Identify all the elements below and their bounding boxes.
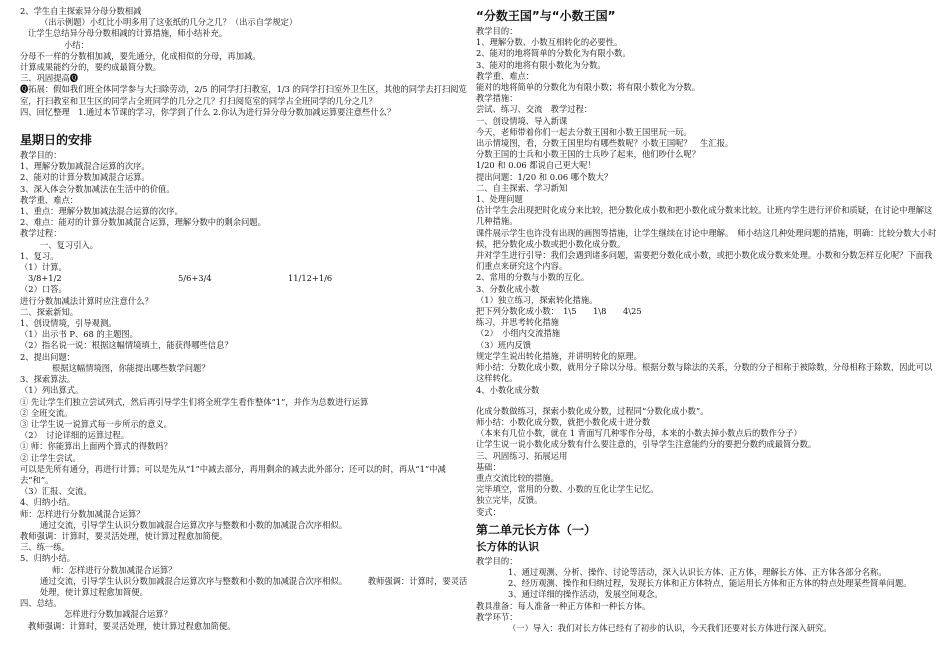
section-title: “分数王国”与“小数王国” (476, 9, 616, 23)
text-line: 教师强调：计算时，要灵活处理，使计算过程愈加简便。 (20, 530, 228, 541)
text-line: （3）班内反馈 (476, 339, 532, 350)
text-line: 1、重点：理解分数加减法混合运算的次序。 (20, 206, 183, 217)
text-line: 练习，并思考转化措施 (476, 317, 559, 328)
expression: 11/12+1/6 (288, 273, 333, 284)
text-line: 教学过程： (20, 228, 62, 239)
text-line: 分母不一样的分数相加减，要先通分，化成相似的分母，再加减。 (20, 50, 261, 61)
text-line: 3、通过详细的操作活动，发展空间观念。 (508, 589, 663, 600)
text-line: 3、能对的地将有限小数化为分数。 (476, 59, 606, 70)
text-line: 提出问题：1/20 和 0.06 哪个数大？ (476, 171, 613, 182)
text-line: 完毕填空，常用的分数、小数的互化让学生记忆。 (476, 484, 659, 495)
text-paragraph: 课件展示学生也许没有出现的画图等措施，让学生继续在讨论中理解。 师小结这几种处理问题的措施，明确：比较分数大小时候，把分数化成小数或把小数化成分数。 (476, 227, 937, 249)
text-line: （3）汇报、交流。 (20, 486, 92, 497)
text-line: 2、常用的分数与小数的互化。 (476, 272, 590, 283)
text-line: ② 让学生尝试。 (20, 452, 81, 463)
text-line: 3、深入体会分数加减法在生活中的价值。 (20, 183, 175, 194)
text-paragraph: 师小结：分数化成小数，就用分子除以分母。根据分数与除法的关系，分数的分子相称于被除数，分母相称于除数，因此可以这样转化。 (476, 362, 933, 384)
text-line: （2） 小组内交流措施 (476, 328, 561, 339)
text-line: 根据这幅情境图，你能提出哪些数学问题？ (52, 362, 210, 373)
text-paragraph: 并对学生进行引导：我们会遇到诸多问题，需要把分数化成小数，或把小数化成分数来处理。小数和分数怎样互化呢？下面我们重点来研究这个内容。 (476, 250, 933, 272)
text-line: 化成分数做练习，探索小数化成分数，过程同“分数化成小数”。 (476, 405, 709, 416)
text-line: 2、学生自主探索异分母分数相减 (20, 6, 142, 16)
text-line: ③ 让学生说一说算式每一步所示的意义。 (20, 418, 172, 429)
text-line: 1/20 和 0.06 都说自己更大呢！ (476, 160, 596, 171)
text-line: 一、创设情境、导入新课 (476, 115, 568, 126)
text-line: （1）出示书 P、68 的主题图。 (20, 329, 138, 340)
text-line: 把下列分数化成小数： 1\5 1\8 4\25 (476, 306, 642, 317)
left-column (20, 6, 472, 632)
text-paragraph: 2、经历观测、操作和归纳过程，发现长方体和正方体特点，能运用长方体和正方体的特点处理某些简单问题。 (508, 578, 912, 589)
text-line: 3、探索算法。 (20, 374, 76, 385)
text-line: 教学措施： (476, 93, 518, 104)
text-line: ① 先让学生们独立尝试列式，然后再引导学生们将全班学生看作整体“1”，并作为总数进行运算 (20, 396, 369, 407)
text-paragraph: 1、通过观测、分析、操作、讨论等活动，深入认识长方体、正方体，理解长方体、正方体各部分名称。 (508, 566, 887, 577)
text-line: 教学目的： (20, 150, 62, 161)
text-line: 让学生说一说小数化成分数有什么要注意的，引导学生注意能约分的要把分数约成最简分数。 (476, 439, 817, 450)
text-line: 5、归纳小结。 (20, 553, 76, 564)
text-line: 三、练一练。 (20, 542, 70, 553)
text-line: 二、探索新知。 (20, 306, 79, 317)
text-line: 四、回忆整理 1.通过本节课的学习，你学到了什么 2.你认为进行异分母分数加减运算要注意些什么？ (20, 106, 396, 117)
text-line: 教学重、难点： (476, 70, 535, 81)
text-line: 4、小数化成分数 (476, 384, 540, 395)
text-line: 4、归纳小结。 (20, 497, 76, 508)
text-paragraph: 估计学生会出现把时化成分来比较，把分数化成小数和把小数化成分数来比较。让班内学生进行评价和质疑，在讨论中理解这几种措施。 (476, 205, 933, 227)
text-line: 一、复习引入。 (40, 239, 99, 250)
text-line: 教学目的： (476, 26, 518, 36)
text-line: 尝试、练习、交流 教学过程： (476, 104, 593, 115)
text-line: 1、理解分数加减混合运算的次序。 (20, 161, 150, 172)
text-line: 进行分数加减法计算时应注意什么？ (20, 295, 153, 306)
text-line: （1）计算。 (20, 262, 67, 273)
text-line: 教具准备：每人准备一种正方体和一种长方体。 (476, 600, 651, 611)
text-line: 师：怎样进行分数加减混合运算？ (20, 508, 145, 519)
text-line: 计算成果能约分的，要约成最简分数。 (20, 62, 162, 73)
section-title: 星期日的安排 (20, 133, 93, 148)
text-line: 今天，老师带着你们一起去分数王国和小数王国里玩一玩。 (476, 126, 692, 137)
text-line: （1）列出算式。 (20, 385, 84, 396)
unit-title: 第二单元长方体（一） (476, 522, 597, 537)
text-line: 二、自主探索、学习新知 (476, 182, 568, 193)
text-line: 1、创设情境，引导观测。 (20, 318, 117, 329)
text-line: 怎样进行分数加减混合运算？ (64, 609, 172, 620)
text-line: （本来有几位小数，就在 1 背面写几种零作分母，本来的小数去掉小数点后的数作分子） (476, 428, 802, 439)
text-line: 教师强调：计算时，要灵活处理，使计算过程愈加简便。 (28, 620, 236, 631)
text-line: 小结： (64, 39, 89, 50)
text-line: 分数王国的士兵和小数王国的士兵吵了起来，他们吵什么呢？ (476, 149, 701, 160)
text-line: （2）口答。 (20, 284, 67, 295)
text-line: 出示情境图，看，分数王国里均有哪些数呢？小数王国呢？ 生汇报。 (476, 138, 734, 149)
text-line: 三、巩固提高🅠 (20, 73, 79, 84)
lesson-title: 长方体的认识 (476, 540, 539, 553)
text-line: （出示例题）小红比小明多用了这张纸的几分之几？（出示自学规定） (40, 17, 298, 28)
text-paragraph: 通过交流，引导学生认识分数加减混合运算次序与整数和小数的加减混合次序相似。 教师强调：计算时，要灵活处理，使计算过程愈加简便。 (40, 575, 468, 597)
text-line: ① 师：你能算出上面两个算式的得数吗？ (20, 441, 172, 452)
text-line: 通过交流，引导学生认识分数加减混合运算次序与整数和小数的加减混合次序相似。 (40, 519, 347, 530)
text-line: 师：怎样进行分数加减混合运算？ (52, 564, 177, 575)
text-line: 三、巩固练习、拓展运用 (476, 450, 568, 461)
text-line: 2、能对的计算分数加减混合运算。 (20, 172, 150, 183)
text-line: 重点交流比较的措施。 (476, 472, 559, 483)
text-line: 四、总结。 (20, 598, 62, 609)
text-line: ② 全班交流。 (20, 407, 73, 418)
text-paragraph: 可以是先所有通分，再进行计算；可以是先从“1”中减去部分，再用剩余的减去此外部分；还可以的时，再从“1”中减去“和”。 (20, 463, 446, 485)
text-line: 教学重、难点： (20, 194, 79, 205)
arithmetic-row (20, 273, 472, 284)
text-line: 1、复习。 (20, 250, 59, 261)
text-line: 3、分数化成小数 (476, 283, 540, 294)
text-line: 变式： (476, 506, 501, 517)
text-line: （2）指名说一说：根据这幅情境填土，能获得哪些信息？ (20, 340, 233, 351)
text-line: 2、能对的地将简单的分数化为有限小数。 (476, 48, 631, 59)
text-line: 让学生总结异分母分数相减的计算措施，师小结补充。 (28, 28, 228, 39)
text-line: （1）独立练习，探索转化措施。 (476, 294, 598, 305)
text-line: 教学环节： (476, 611, 518, 622)
text-line: 2、提出问题： (20, 351, 76, 362)
expression: 3/8+1/2 (28, 273, 62, 284)
expression: 5/6+3/4 (178, 273, 212, 284)
text-line: 规定学生说出转化措施，并讲明转化的原理。 (476, 350, 642, 361)
text-line: 教学目的： (476, 555, 518, 566)
text-line: （2） 讨论详细的运算过程。 (20, 430, 129, 441)
text-line: 基础： (476, 461, 501, 472)
text-line: 1、处理问题 (476, 194, 523, 205)
text-line: 能对的地将简单的分数化为有限小数；将有限小数化为分数。 (476, 82, 701, 93)
text-paragraph: 🅠拓展：假如我们班全体同学参与大扫除劳动，2/5 的同学打扫教室，1/3 的同学打扫室外卫生区，其他的同学去打扫阅览室，打扫教室和卫生区的同学占全班同学的几分之几？打扫阅览室的同学占全班同学的几分之几？ (20, 84, 467, 106)
text-line: （一）导入：我们对长方体已经有了初步的认识，今天我们还要对长方体进行深入研究。 (508, 622, 832, 633)
text-line: 独立完毕，反馈。 (476, 495, 543, 506)
text-line: 2、难点：能对的计算分数加减混合运算，理解分数中的剩余问题。 (20, 217, 266, 228)
text-line: 师小结：小数化成分数，就把小数化成十进分数 (476, 416, 651, 427)
text-line: 1、理解分数、小数互相转化的必要性。 (476, 37, 623, 48)
right-column (476, 6, 938, 634)
